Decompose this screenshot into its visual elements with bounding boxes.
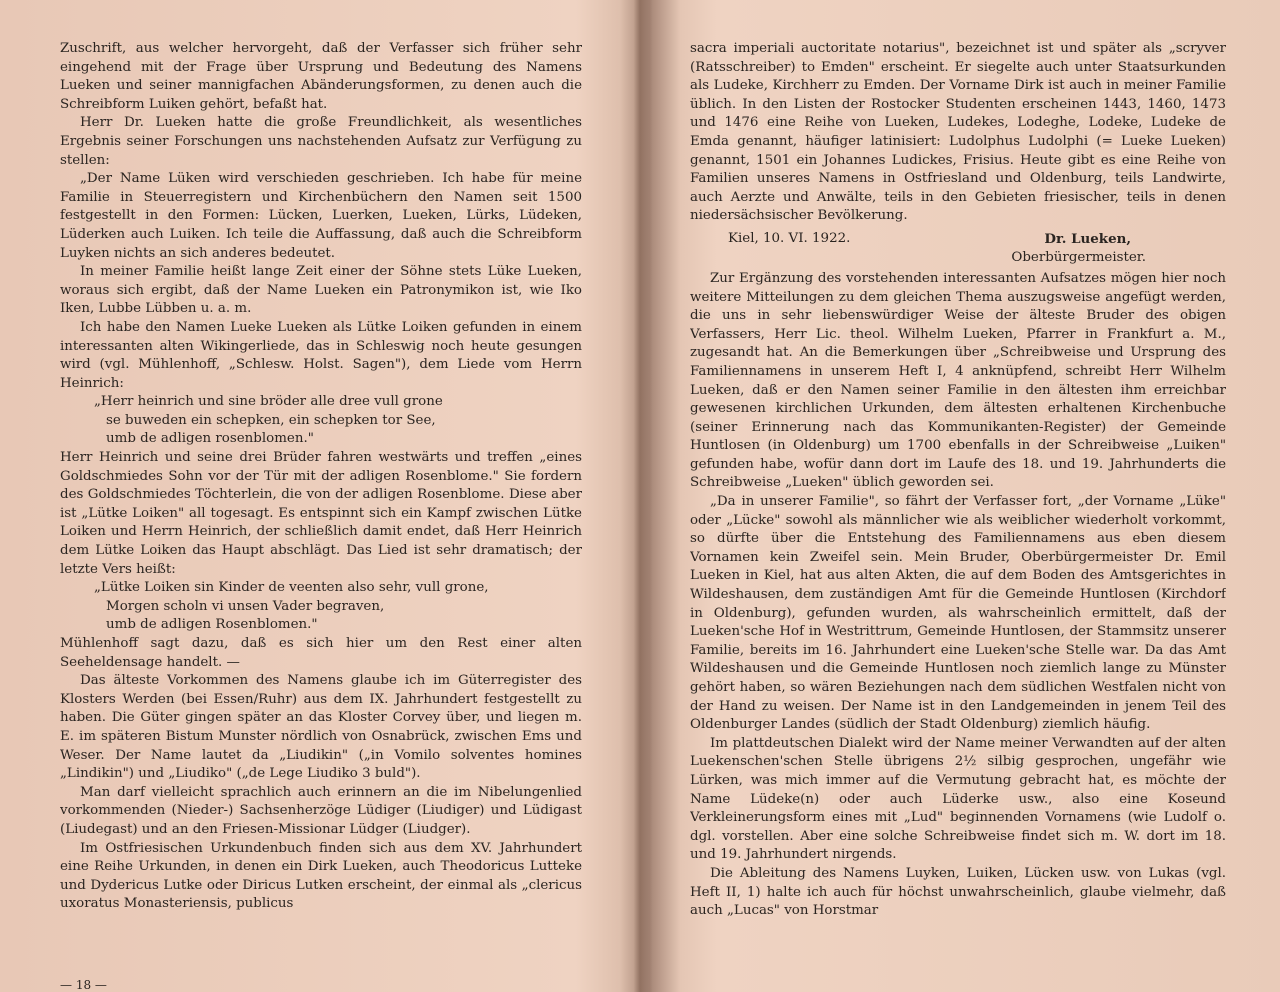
page-number: — 18 —	[60, 978, 107, 992]
verse-line: „Herr heinrich und sine bröder alle dree vull grone	[94, 394, 443, 410]
book-gutter	[620, 0, 680, 992]
left-paragraph-3: „Der Name Lüken wird verschieden geschrieben. Ich habe für meine Familie in Steuerregistern und Kirchenbüchern den Namen seit 1500 festgestellt in den Formen: Lücken, Luerken, Lueken, Lürks, Lüdeken, Lüderken auch Luiken. Ich teile die Auffassung, daß auch die Schreibform Luyken nichts an sich anderes bedeutet.	[60, 171, 582, 261]
right-paragraph-2: Zur Ergänzung des vorstehenden interessanten Aufsatzes mögen hier noch weitere Mitteilungen zu dem gleichen Thema auszugsweise angefügt werden, die uns in sehr liebenswürdiger Weise der älteste Bruder des obigen Verfassers, Herr Lic. theol. Wilhelm Lueken, Pfarrer in Frankfurt a. M., zugesandt hat. An die Bemerkungen über „Schreibweise und Ursprung des Familiennamens in unserem Heft I, 4 anknüpfend, schreibt Herr Wilhelm Lueken, daß er den Namen seiner Familie in den ältesten ihm erreichbar gewesenen kirchlichen Urkunden, dem ältesten erhaltenen Kirchenbuche (seiner Erinnerung nach das Kommunikanten-Register) der Gemeinde Huntlosen (in Oldenburg) um 1700 ebenfalls in der Schreibweise „Luiken" gefunden habe, wofür dann dort im Laufe des 18. und 19. Jahrhunderts die Schreibweise „Lueken" üblich geworden sei.	[690, 270, 1226, 491]
verse-block-1	[94, 393, 582, 449]
verse-line: Morgen scholn vi unsen Vader begraven,	[106, 598, 385, 614]
right-page	[690, 40, 1226, 992]
signature-block	[690, 230, 1226, 270]
verse-line: se buweden ein schepken, ein schepken tor See,	[106, 412, 436, 428]
right-paragraph-4: Im plattdeutschen Dialekt wird der Name meiner Verwandten auf der alten Luekenschen'schen Stelle übrigens 2½ silbig gesprochen, ungefähr wie Lürken, was mich immer auf die Vermutung gebracht hat, es möchte der Name Lüdeke(n) oder auch Lüderke usw., also eine Koseund Verkleinerungsform eines mit „Lud" beginnenden Vornamens (wie Ludolf o. dgl. vorstellen. Aber eine solche Schreibweise findet sich m. W. dort im 18. und 19. Jahrhundert nirgends.	[690, 735, 1226, 863]
left-paragraph-1: Zuschrift, aus welcher hervorgeht, daß der Verfasser sich früher sehr eingehend mit der Frage über Ursprung und Bedeutung des Namens Lueken und seiner mannigfachen Abänderungsformen, zu denen auch die Schreibform Luiken gehört, befaßt hat.	[60, 41, 582, 112]
left-paragraph-2: Herr Dr. Lueken hatte die große Freundlichkeit, als wesentliches Ergebnis seiner Forschungen uns nachstehenden Aufsatz zur Verfügung zu stellen:	[60, 115, 582, 168]
left-paragraph-10: Im Ostfriesischen Urkundenbuch finden sich aus dem XV. Jahrhundert eine Reihe Urkunden, in denen ein Dirk Lueken, auch Theodoricus Lutteke und Dydericus Lutke oder Diricus Lutken erscheint, der einmal als „clericus uxoratus Monasteriensis, publicus	[60, 840, 582, 912]
verse-block-2	[94, 579, 582, 635]
left-paragraph-5: Ich habe den Namen Lueke Lueken als Lütke Loiken gefunden in einem interessanten alten Wikingerliede, das in Schleswig noch heute gesungen wird (vgl. Mühlenhoff, „Schlesw. Holst. Sagen"), dem Liede vom Herrn Heinrich:	[60, 319, 582, 391]
left-paragraph-8: Das älteste Vorkommen des Namens glaube ich im Güterregister des Klosters Werden (bei Essen/Ruhr) aus dem IX. Jahrhundert festgestellt zu haben. Die Güter gingen später an das Kloster Corvey über, und liegen m. E. im späteren Bistum Munster nördlich von Osnabrück, zwischen Ems und Weser. Der Name lautet da „Liudikin" („in Vomilo solventes homines „Lindikin") und „Liudiko" („de Lege Liudiko 3 buld").	[60, 673, 582, 782]
signature-name: Dr. Lueken,	[1044, 230, 1131, 247]
left-page	[60, 40, 582, 992]
signature-place-date: Kiel, 10. VI. 1922.	[728, 230, 851, 246]
verse-line: umb de adligen Rosenblomen."	[106, 617, 318, 633]
left-paragraph-7: Mühlenhoff sagt dazu, daß es sich hier um den Rest einer alten Seeheldensage handelt. —	[60, 636, 582, 670]
verse-line: „Lütke Loiken sin Kinder de veenten also sehr, vull grone,	[94, 580, 489, 596]
left-paragraph-9: Man darf vielleicht sprachlich auch erinnern an die im Nibelungenlied vorkommenden (Nieder-) Sachsenherzöge Lüdiger (Liudiger) und Lüdigast (Liudegast) und an den Friesen-Missionar Lüdger (Liudger).	[60, 784, 582, 837]
right-paragraph-1: sacra imperiali auctoritate notarius", bezeichnet ist und später als „scryver (Ratsschreiber) to Emden" erscheint. Er siegelte auch unter Staatsurkunden als Ludeke, Kirchherr zu Emden. Der Vorname Dirk ist auch in meiner Familie üblich. In den Listen der Rostocker Studenten erscheinen 1443, 1460, 1473 und 1476 eine Reihe von Lueken, Ludekes, Lodeghe, Lodeke, Ludeke de Emda genannt, häufiger latinisiert: Ludolphus Ludolphi (= Lueke Lueken) genannt, 1501 ein Johannes Ludickes, Frisius. Heute gibt es eine Reihe von Familien unseres Namens in Ostfriesland und Oldenburg, teils Landwirte, auch Aerzte und Anwälte, teils in den Gebieten friesischer, teils in denen niedersächsischer Bevölkerung.	[690, 41, 1226, 224]
verse-line: umb de adligen rosenblomen."	[106, 431, 314, 447]
right-paragraph-3: „Da in unserer Familie", so fährt der Verfasser fort, „der Vorname „Lüke" oder „Lücke" sowohl als männlicher wie als weiblicher wiederholt vorkommt, so dürfte über die Entstehung des Familiennamens aus eben diesem Vornamen kein Zweifel sein. Mein Bruder, Oberbürgermeister Dr. Emil Lueken in Kiel, hat aus alten Akten, die auf dem Boden des Amtsgerichtes in Wildeshausen, dem zuständigen Amt für die Gemeinde Huntlosen (Kirchdorf in Oldenburg), gefunden wurden, als wahrscheinlich ermittelt, daß der Lueken'sche Hof in Westrittrum, Gemeinde Huntlosen, der Stammsitz unserer Familie, bereits im 16. Jahrhundert eine Lueken'sche Stelle war. Da das Amt Wildeshausen und die Gemeinde Huntlosen noch ziemlich lange zu Münster gehört haben, so wären Beziehungen nach dem südlichen Westfalen nicht von der Hand zu weisen. Der Name ist in den Landgemeinden in jenem Teil des Oldenburger Landes (südlich der Stadt Oldenburg) ziemlich häufig.	[690, 494, 1226, 733]
left-paragraph-6: Herr Heinrich und seine drei Brüder fahren westwärts und treffen „eines Goldschmiedes Sohn vor der Tür mit der adligen Rosenblome." Sie fordern des Goldschmiedes Töchterlein, die von der adligen Rosenblome. Diese aber ist „Lütke Loiken" all togesagt. Es entspinnt sich ein Kampf zwischen Lütke Loiken und Herrn Heinrich, der schließlich damit endet, daß Herr Heinrich dem Lütke Loiken das Haupt abschlägt. Das Lied ist sehr dramatisch; der letzte Vers heißt:	[60, 450, 582, 577]
signature-title: Oberbürgermeister.	[1011, 249, 1146, 265]
right-paragraph-5: Die Ableitung des Namens Luyken, Luiken, Lücken usw. von Lukas (vgl. Heft II, 1) halte ich auch für höchst unwahrscheinlich, glaube vielmehr, daß auch „Lucas" von Horstmar	[690, 865, 1226, 919]
left-paragraph-4: In meiner Familie heißt lange Zeit einer der Söhne stets Lüke Lueken, woraus sich ergibt, daß der Name Lueken ein Patronymikon ist, wie Iko Iken, Lubbe Lübben u. a. m.	[60, 264, 582, 317]
